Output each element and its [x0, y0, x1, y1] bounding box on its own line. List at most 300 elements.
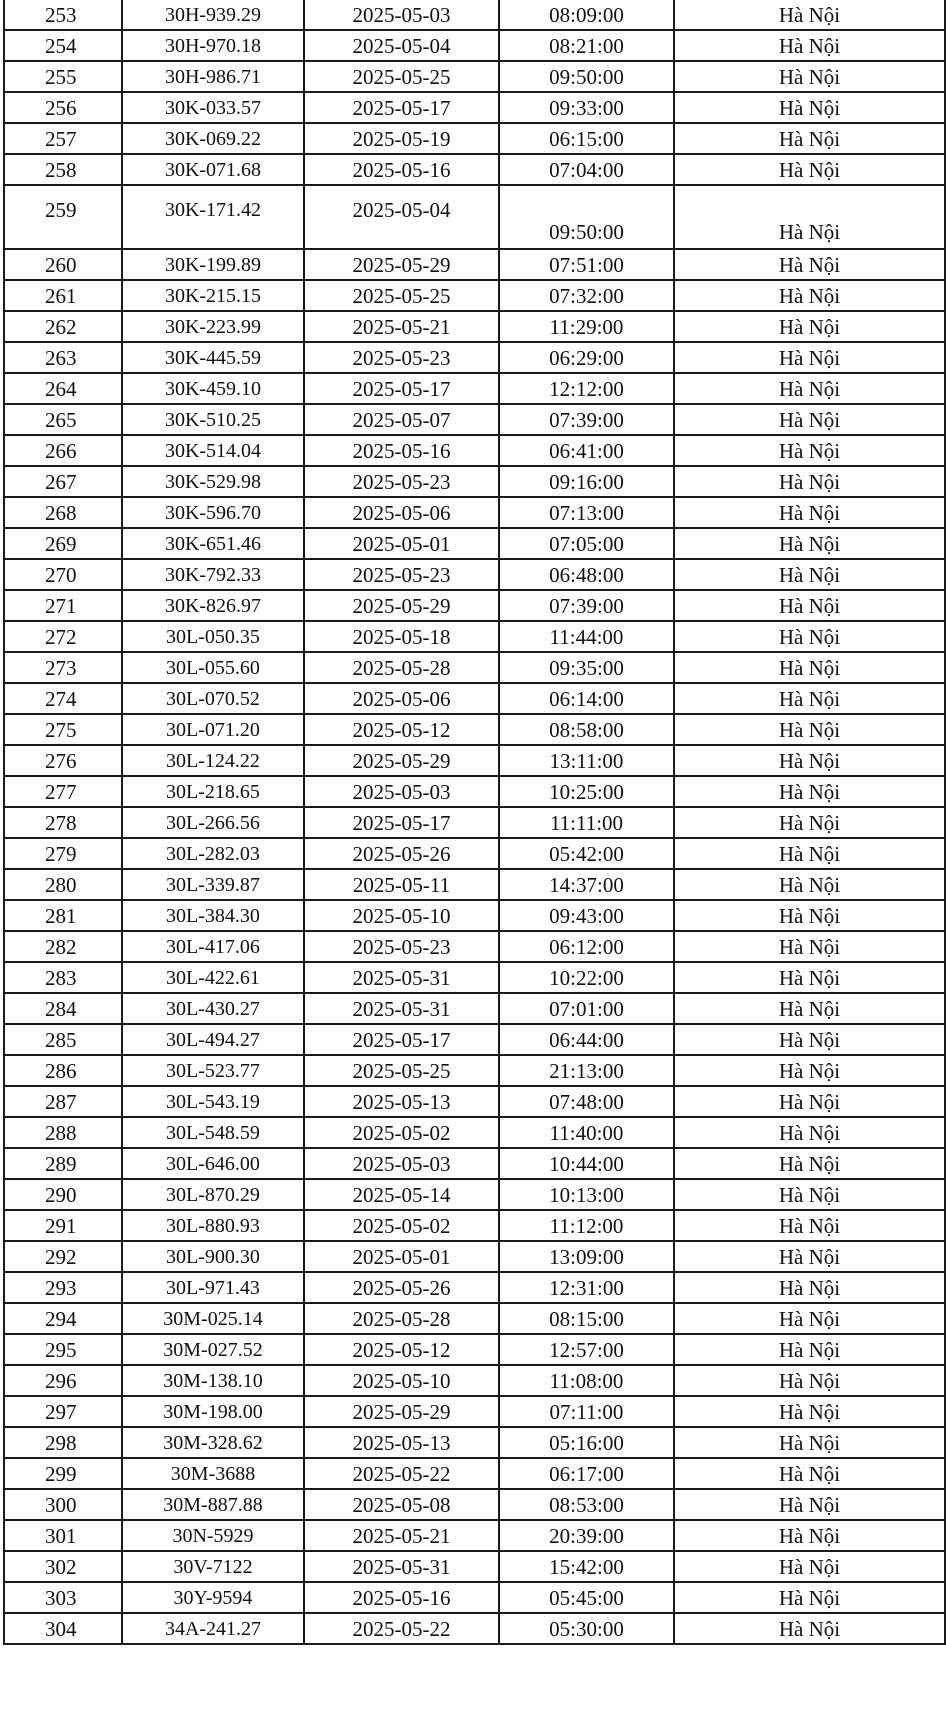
- location: Hà Nội: [674, 1303, 945, 1334]
- table-body: [4, 0, 945, 1644]
- violation-date: 2025-05-06: [304, 683, 499, 714]
- table-row: [4, 61, 945, 92]
- row-number: 274: [4, 683, 122, 714]
- violation-time: 11:40:00: [499, 1117, 674, 1148]
- violation-date: 2025-05-16: [304, 435, 499, 466]
- violation-time: 09:35:00: [499, 652, 674, 683]
- location: Hà Nội: [674, 1334, 945, 1365]
- violation-date: 2025-05-25: [304, 280, 499, 311]
- location: Hà Nội: [674, 1055, 945, 1086]
- violation-time: 09:50:00: [499, 61, 674, 92]
- license-plate: 30L-266.56: [122, 807, 304, 838]
- row-number: 282: [4, 931, 122, 962]
- location: Hà Nội: [674, 993, 945, 1024]
- violation-date: 2025-05-28: [304, 1303, 499, 1334]
- table-row: [4, 528, 945, 559]
- location: Hà Nội: [674, 1086, 945, 1117]
- location: Hà Nội: [674, 1241, 945, 1272]
- row-number: 258: [4, 154, 122, 185]
- location: Hà Nội: [674, 1024, 945, 1055]
- location: Hà Nội: [674, 869, 945, 900]
- table-row: [4, 1303, 945, 1334]
- license-plate: 30L-646.00: [122, 1148, 304, 1179]
- violation-date: 2025-05-13: [304, 1427, 499, 1458]
- violation-time: 11:08:00: [499, 1365, 674, 1396]
- row-number: 302: [4, 1551, 122, 1582]
- violation-time: 09:16:00: [499, 466, 674, 497]
- location: Hà Nội: [674, 1458, 945, 1489]
- table-row: [4, 1613, 945, 1644]
- license-plate: 30K-215.15: [122, 280, 304, 311]
- row-number: 254: [4, 30, 122, 61]
- license-plate: 30K-826.97: [122, 590, 304, 621]
- violation-date: 2025-05-22: [304, 1613, 499, 1644]
- location: Hà Nội: [674, 497, 945, 528]
- license-plate: 34A-241.27: [122, 1613, 304, 1644]
- violation-date: 2025-05-21: [304, 311, 499, 342]
- license-plate: 30M-887.88: [122, 1489, 304, 1520]
- violation-time: 21:13:00: [499, 1055, 674, 1086]
- license-plate: 30L-494.27: [122, 1024, 304, 1055]
- violation-time: 14:37:00: [499, 869, 674, 900]
- table-row: [4, 993, 945, 1024]
- violation-time: 07:13:00: [499, 497, 674, 528]
- location: Hà Nội: [674, 373, 945, 404]
- table-row: [4, 1179, 945, 1210]
- license-plate: 30K-071.68: [122, 154, 304, 185]
- violation-date: 2025-05-29: [304, 590, 499, 621]
- location: Hà Nội: [674, 466, 945, 497]
- license-plate: 30K-199.89: [122, 249, 304, 280]
- violation-time: 06:14:00: [499, 683, 674, 714]
- license-plate: 30L-430.27: [122, 993, 304, 1024]
- violation-date: 2025-05-16: [304, 1582, 499, 1613]
- violation-time: 07:05:00: [499, 528, 674, 559]
- location: Hà Nội: [674, 807, 945, 838]
- license-plate: 30L-124.22: [122, 745, 304, 776]
- row-number: 256: [4, 92, 122, 123]
- location: Hà Nội: [674, 745, 945, 776]
- table-row: [4, 404, 945, 435]
- violation-date: 2025-05-28: [304, 652, 499, 683]
- location: Hà Nội: [674, 342, 945, 373]
- violation-time: 05:30:00: [499, 1613, 674, 1644]
- row-number: 292: [4, 1241, 122, 1272]
- license-plate: 30Y-9594: [122, 1582, 304, 1613]
- row-number: 296: [4, 1365, 122, 1396]
- violation-date: 2025-05-31: [304, 993, 499, 1024]
- violation-date: 2025-05-14: [304, 1179, 499, 1210]
- violation-date: 2025-05-29: [304, 1396, 499, 1427]
- violation-date: 2025-05-17: [304, 1024, 499, 1055]
- table-row: [4, 1489, 945, 1520]
- location: Hà Nội: [674, 30, 945, 61]
- violation-date: 2025-05-10: [304, 900, 499, 931]
- violation-date: 2025-05-10: [304, 1365, 499, 1396]
- row-number: 284: [4, 993, 122, 1024]
- violation-time: 07:51:00: [499, 249, 674, 280]
- license-plate: 30N-5929: [122, 1520, 304, 1551]
- table-row: [4, 435, 945, 466]
- license-plate: 30K-069.22: [122, 123, 304, 154]
- table-row: [4, 1210, 945, 1241]
- license-plate: 30L-900.30: [122, 1241, 304, 1272]
- license-plate: 30K-033.57: [122, 92, 304, 123]
- violation-date: 2025-05-03: [304, 776, 499, 807]
- location: Hà Nội: [674, 1427, 945, 1458]
- violation-table: [3, 0, 946, 1645]
- row-number: 270: [4, 559, 122, 590]
- violation-date: 2025-05-18: [304, 621, 499, 652]
- row-number: 268: [4, 497, 122, 528]
- table-row: [4, 838, 945, 869]
- violation-date: 2025-05-21: [304, 1520, 499, 1551]
- table-row: [4, 30, 945, 61]
- location: Hà Nội: [674, 92, 945, 123]
- violation-date: 2025-05-29: [304, 745, 499, 776]
- table-row: [4, 154, 945, 185]
- location: Hà Nội: [674, 1489, 945, 1520]
- violation-date: 2025-05-19: [304, 123, 499, 154]
- table-row: [4, 869, 945, 900]
- violation-date: 2025-05-31: [304, 1551, 499, 1582]
- violation-date: 2025-05-25: [304, 61, 499, 92]
- table-row: [4, 1551, 945, 1582]
- table-row: [4, 1086, 945, 1117]
- location: Hà Nội: [674, 123, 945, 154]
- table-row: [4, 373, 945, 404]
- violation-time: 07:04:00: [499, 154, 674, 185]
- table-row: [4, 714, 945, 745]
- row-number: 276: [4, 745, 122, 776]
- violation-time: 06:44:00: [499, 1024, 674, 1055]
- table-row: [4, 123, 945, 154]
- violation-time: 20:39:00: [499, 1520, 674, 1551]
- violation-date: 2025-05-31: [304, 962, 499, 993]
- violation-time: 07:39:00: [499, 590, 674, 621]
- table-row: [4, 1055, 945, 1086]
- violation-date: 2025-05-04: [304, 185, 499, 249]
- table-row: [4, 559, 945, 590]
- location: Hà Nội: [674, 559, 945, 590]
- license-plate: 30K-514.04: [122, 435, 304, 466]
- location: Hà Nội: [674, 1365, 945, 1396]
- row-number: 269: [4, 528, 122, 559]
- violation-time: 07:32:00: [499, 280, 674, 311]
- violation-time: 11:29:00: [499, 311, 674, 342]
- license-plate: 30M-328.62: [122, 1427, 304, 1458]
- license-plate: 30L-339.87: [122, 869, 304, 900]
- license-plate: 30M-198.00: [122, 1396, 304, 1427]
- license-plate: 30L-282.03: [122, 838, 304, 869]
- violation-date: 2025-05-12: [304, 1334, 499, 1365]
- license-plate: 30M-027.52: [122, 1334, 304, 1365]
- row-number: 300: [4, 1489, 122, 1520]
- license-plate: 30L-880.93: [122, 1210, 304, 1241]
- violation-time: 15:42:00: [499, 1551, 674, 1582]
- row-number: 266: [4, 435, 122, 466]
- location: Hà Nội: [674, 154, 945, 185]
- row-number: 273: [4, 652, 122, 683]
- license-plate: 30L-870.29: [122, 1179, 304, 1210]
- license-plate: 30L-218.65: [122, 776, 304, 807]
- violation-time: 08:09:00: [499, 0, 674, 30]
- table-row: [4, 1582, 945, 1613]
- violation-date: 2025-05-08: [304, 1489, 499, 1520]
- license-plate: 30L-543.19: [122, 1086, 304, 1117]
- location: Hà Nội: [674, 1582, 945, 1613]
- violation-time: 11:11:00: [499, 807, 674, 838]
- violation-time: 06:48:00: [499, 559, 674, 590]
- violation-time: 09:50:00: [499, 185, 674, 249]
- license-plate: 30K-223.99: [122, 311, 304, 342]
- license-plate: 30H-939.29: [122, 0, 304, 30]
- violation-time: 08:58:00: [499, 714, 674, 745]
- table-row: [4, 1427, 945, 1458]
- location: Hà Nội: [674, 590, 945, 621]
- location: Hà Nội: [674, 185, 945, 249]
- table-row: [4, 683, 945, 714]
- row-number: 301: [4, 1520, 122, 1551]
- row-number: 263: [4, 342, 122, 373]
- violation-date: 2025-05-16: [304, 154, 499, 185]
- location: Hà Nội: [674, 528, 945, 559]
- table-row: [4, 652, 945, 683]
- violation-date: 2025-05-23: [304, 559, 499, 590]
- row-number: 264: [4, 373, 122, 404]
- row-number: 277: [4, 776, 122, 807]
- row-number: 257: [4, 123, 122, 154]
- license-plate: 30L-548.59: [122, 1117, 304, 1148]
- row-number: 293: [4, 1272, 122, 1303]
- location: Hà Nội: [674, 435, 945, 466]
- location: Hà Nội: [674, 652, 945, 683]
- license-plate: 30L-523.77: [122, 1055, 304, 1086]
- row-number: 288: [4, 1117, 122, 1148]
- violation-date: 2025-05-03: [304, 0, 499, 30]
- violation-time: 08:21:00: [499, 30, 674, 61]
- location: Hà Nội: [674, 621, 945, 652]
- license-plate: 30L-055.60: [122, 652, 304, 683]
- table-row: [4, 807, 945, 838]
- license-plate: 30M-3688: [122, 1458, 304, 1489]
- license-plate: 30K-459.10: [122, 373, 304, 404]
- table-row: [4, 1334, 945, 1365]
- row-number: 255: [4, 61, 122, 92]
- row-number: 290: [4, 1179, 122, 1210]
- license-plate: 30K-510.25: [122, 404, 304, 435]
- violation-date: 2025-05-23: [304, 466, 499, 497]
- license-plate: 30K-792.33: [122, 559, 304, 590]
- license-plate: 30M-138.10: [122, 1365, 304, 1396]
- table-row: [4, 962, 945, 993]
- table-row: [4, 249, 945, 280]
- table-row: [4, 621, 945, 652]
- license-plate: 30L-071.20: [122, 714, 304, 745]
- violation-time: 13:09:00: [499, 1241, 674, 1272]
- violation-time: 06:29:00: [499, 342, 674, 373]
- violation-time: 08:15:00: [499, 1303, 674, 1334]
- location: Hà Nội: [674, 249, 945, 280]
- license-plate: 30K-529.98: [122, 466, 304, 497]
- table-row: [4, 1458, 945, 1489]
- row-number: 259: [4, 185, 122, 249]
- location: Hà Nội: [674, 838, 945, 869]
- row-number: 271: [4, 590, 122, 621]
- location: Hà Nội: [674, 1396, 945, 1427]
- violation-date: 2025-05-01: [304, 1241, 499, 1272]
- violation-time: 12:12:00: [499, 373, 674, 404]
- license-plate: 30L-422.61: [122, 962, 304, 993]
- violation-date: 2025-05-23: [304, 342, 499, 373]
- violation-date: 2025-05-25: [304, 1055, 499, 1086]
- license-plate: 30K-651.46: [122, 528, 304, 559]
- table-row: [4, 280, 945, 311]
- row-number: 265: [4, 404, 122, 435]
- row-number: 297: [4, 1396, 122, 1427]
- violation-date: 2025-05-22: [304, 1458, 499, 1489]
- violation-date: 2025-05-11: [304, 869, 499, 900]
- violation-time: 10:22:00: [499, 962, 674, 993]
- table-row: [4, 1117, 945, 1148]
- violation-date: 2025-05-06: [304, 497, 499, 528]
- row-number: 279: [4, 838, 122, 869]
- row-number: 289: [4, 1148, 122, 1179]
- row-number: 298: [4, 1427, 122, 1458]
- violation-time: 06:17:00: [499, 1458, 674, 1489]
- violation-time: 10:13:00: [499, 1179, 674, 1210]
- location: Hà Nội: [674, 1179, 945, 1210]
- license-plate: 30V-7122: [122, 1551, 304, 1582]
- location: Hà Nội: [674, 714, 945, 745]
- violation-date: 2025-05-04: [304, 30, 499, 61]
- table-row: [4, 497, 945, 528]
- violation-time: 09:33:00: [499, 92, 674, 123]
- location: Hà Nội: [674, 683, 945, 714]
- license-plate: 30K-596.70: [122, 497, 304, 528]
- violation-time: 07:01:00: [499, 993, 674, 1024]
- violation-date: 2025-05-01: [304, 528, 499, 559]
- license-plate: 30L-384.30: [122, 900, 304, 931]
- license-plate: 30L-417.06: [122, 931, 304, 962]
- violation-date: 2025-05-02: [304, 1117, 499, 1148]
- violation-time: 06:41:00: [499, 435, 674, 466]
- row-number: 278: [4, 807, 122, 838]
- license-plate: 30K-445.59: [122, 342, 304, 373]
- license-plate: 30H-970.18: [122, 30, 304, 61]
- violation-date: 2025-05-26: [304, 1272, 499, 1303]
- table-row: [4, 1148, 945, 1179]
- location: Hà Nội: [674, 962, 945, 993]
- row-number: 275: [4, 714, 122, 745]
- violation-time: 05:42:00: [499, 838, 674, 869]
- violation-time: 06:15:00: [499, 123, 674, 154]
- license-plate: 30K-171.42: [122, 185, 304, 249]
- row-number: 283: [4, 962, 122, 993]
- location: Hà Nội: [674, 0, 945, 30]
- location: Hà Nội: [674, 931, 945, 962]
- violation-time: 09:43:00: [499, 900, 674, 931]
- location: Hà Nội: [674, 900, 945, 931]
- row-number: 253: [4, 0, 122, 30]
- row-number: 260: [4, 249, 122, 280]
- table-row: [4, 185, 945, 249]
- table-row: [4, 1272, 945, 1303]
- violation-time: 12:57:00: [499, 1334, 674, 1365]
- violation-date: 2025-05-17: [304, 92, 499, 123]
- row-number: 281: [4, 900, 122, 931]
- location: Hà Nội: [674, 776, 945, 807]
- violation-date: 2025-05-07: [304, 404, 499, 435]
- violation-time: 07:39:00: [499, 404, 674, 435]
- location: Hà Nội: [674, 1551, 945, 1582]
- license-plate: 30L-070.52: [122, 683, 304, 714]
- row-number: 291: [4, 1210, 122, 1241]
- row-number: 280: [4, 869, 122, 900]
- violation-date: 2025-05-23: [304, 931, 499, 962]
- row-number: 303: [4, 1582, 122, 1613]
- table-row: [4, 1241, 945, 1272]
- table-row: [4, 776, 945, 807]
- violation-time: 13:11:00: [499, 745, 674, 776]
- row-number: 299: [4, 1458, 122, 1489]
- table-row: [4, 92, 945, 123]
- table-row: [4, 590, 945, 621]
- violation-time: 10:25:00: [499, 776, 674, 807]
- location: Hà Nội: [674, 1272, 945, 1303]
- violation-date: 2025-05-29: [304, 249, 499, 280]
- location: Hà Nội: [674, 404, 945, 435]
- violation-date: 2025-05-12: [304, 714, 499, 745]
- row-number: 294: [4, 1303, 122, 1334]
- table-row: [4, 1365, 945, 1396]
- table-row: [4, 311, 945, 342]
- violation-time: 12:31:00: [499, 1272, 674, 1303]
- violation-date: 2025-05-13: [304, 1086, 499, 1117]
- table-row: [4, 0, 945, 30]
- table-row: [4, 900, 945, 931]
- table-row: [4, 342, 945, 373]
- violation-date: 2025-05-26: [304, 838, 499, 869]
- license-plate: 30M-025.14: [122, 1303, 304, 1334]
- violation-date: 2025-05-17: [304, 807, 499, 838]
- row-number: 272: [4, 621, 122, 652]
- violation-time: 08:53:00: [499, 1489, 674, 1520]
- row-number: 285: [4, 1024, 122, 1055]
- row-number: 287: [4, 1086, 122, 1117]
- violation-date: 2025-05-02: [304, 1210, 499, 1241]
- table-row: [4, 931, 945, 962]
- location: Hà Nội: [674, 1210, 945, 1241]
- location: Hà Nội: [674, 1520, 945, 1551]
- location: Hà Nội: [674, 61, 945, 92]
- table-row: [4, 1396, 945, 1427]
- violation-time: 07:11:00: [499, 1396, 674, 1427]
- violation-time: 11:12:00: [499, 1210, 674, 1241]
- location: Hà Nội: [674, 1613, 945, 1644]
- location: Hà Nội: [674, 1148, 945, 1179]
- row-number: 261: [4, 280, 122, 311]
- violation-date: 2025-05-17: [304, 373, 499, 404]
- violation-time: 05:16:00: [499, 1427, 674, 1458]
- row-number: 262: [4, 311, 122, 342]
- table-row: [4, 466, 945, 497]
- row-number: 304: [4, 1613, 122, 1644]
- table-row: [4, 745, 945, 776]
- location: Hà Nội: [674, 1117, 945, 1148]
- row-number: 295: [4, 1334, 122, 1365]
- location: Hà Nội: [674, 280, 945, 311]
